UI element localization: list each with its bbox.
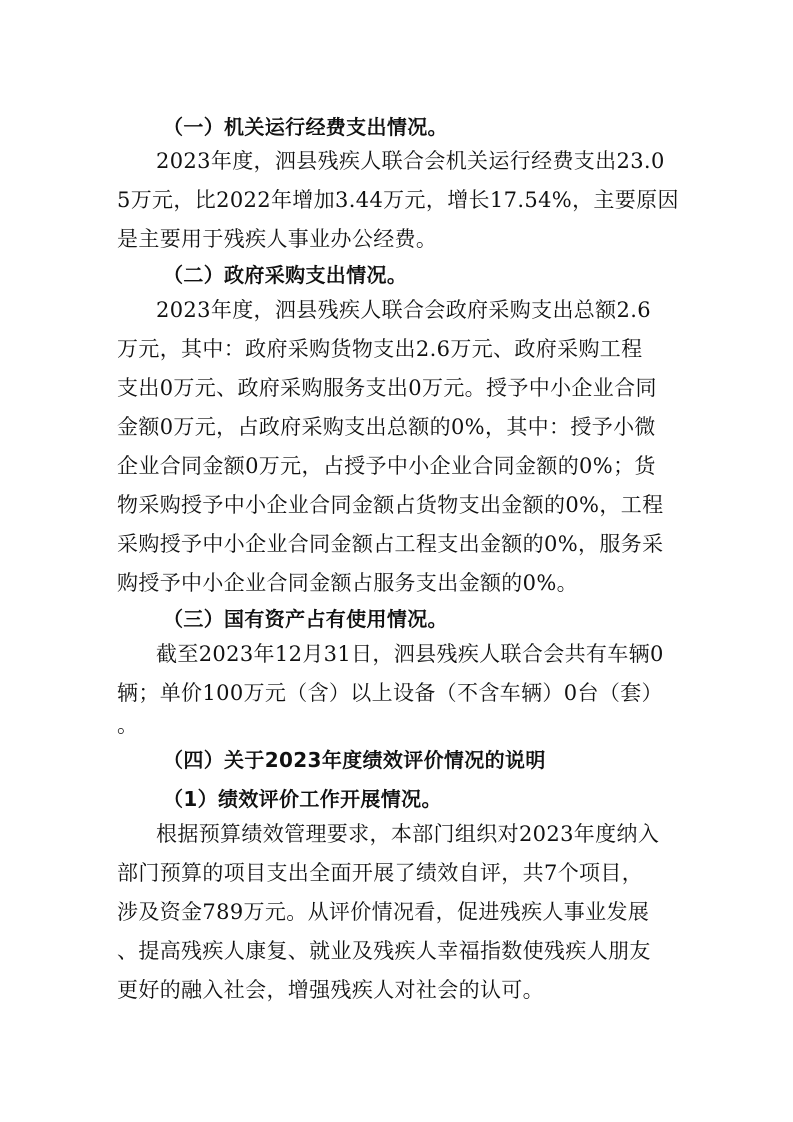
paragraph-line: 企业合同金额0万元，占授予中小企业合同金额的0%；货 [117, 454, 656, 478]
section-heading-1: （一）机关运行经费支出情况。 [163, 115, 448, 139]
paragraph-line: 辆；单价100万元（含）以上设备（不含车辆）0台（套） [117, 681, 663, 705]
paragraph-line: 物采购授予中小企业合同金额占货物支出金额的0%，工程 [117, 493, 664, 517]
paragraph-line: 、提高残疾人康复、就业及残疾人幸福指数使残疾人朋友 [117, 939, 651, 963]
paragraph-line: 。 [117, 713, 139, 737]
paragraph-line: 涉及资金789万元。从评价情况看，促进残疾人事业发展 [117, 900, 650, 924]
paragraph-line: 支出0万元、政府采购服务支出0万元。授予中小企业合同 [117, 376, 657, 400]
paragraph-line: 购授予中小企业合同金额占服务支出金额的0%。 [117, 571, 579, 595]
paragraph-line: 采购授予中小企业合同金额占工程支出金额的0%，服务采 [117, 532, 664, 556]
paragraph-line: 是主要用于残疾人事业办公经费。 [117, 227, 438, 251]
section-heading-4: （四）关于2023年度绩效评价情况的说明 [163, 748, 546, 772]
paragraph-line: 更好的融入社会，增强残疾人对社会的认可。 [117, 978, 544, 1002]
paragraph-line: 5万元，比2022年增加3.44万元，增长17.54%，主要原因 [117, 188, 679, 212]
section-heading-3: （三）国有资产占有使用情况。 [163, 607, 448, 631]
subsection-heading: （1）绩效评价工作开展情况。 [163, 787, 442, 811]
paragraph-line: 2023年度，泗县残疾人联合会机关运行经费支出23.0 [156, 149, 665, 173]
section-heading-2: （二）政府采购支出情况。 [163, 263, 408, 287]
paragraph-line: 万元，其中：政府采购货物支出2.6万元、政府采购工程 [117, 337, 643, 361]
paragraph-line: 根据预算绩效管理要求，本部门组织对2023年度纳入 [156, 822, 660, 846]
paragraph-line: 金额0万元，占政府采购支出总额的0%，其中：授予小微 [117, 415, 656, 439]
paragraph-line: 截至2023年12月31日，泗县残疾人联合会共有车辆0 [156, 642, 664, 666]
paragraph-line: 部门预算的项目支出全面开展了绩效自评，共7个项目， [117, 861, 644, 885]
paragraph-line: 2023年度，泗县残疾人联合会政府采购支出总额2.6 [156, 298, 651, 322]
